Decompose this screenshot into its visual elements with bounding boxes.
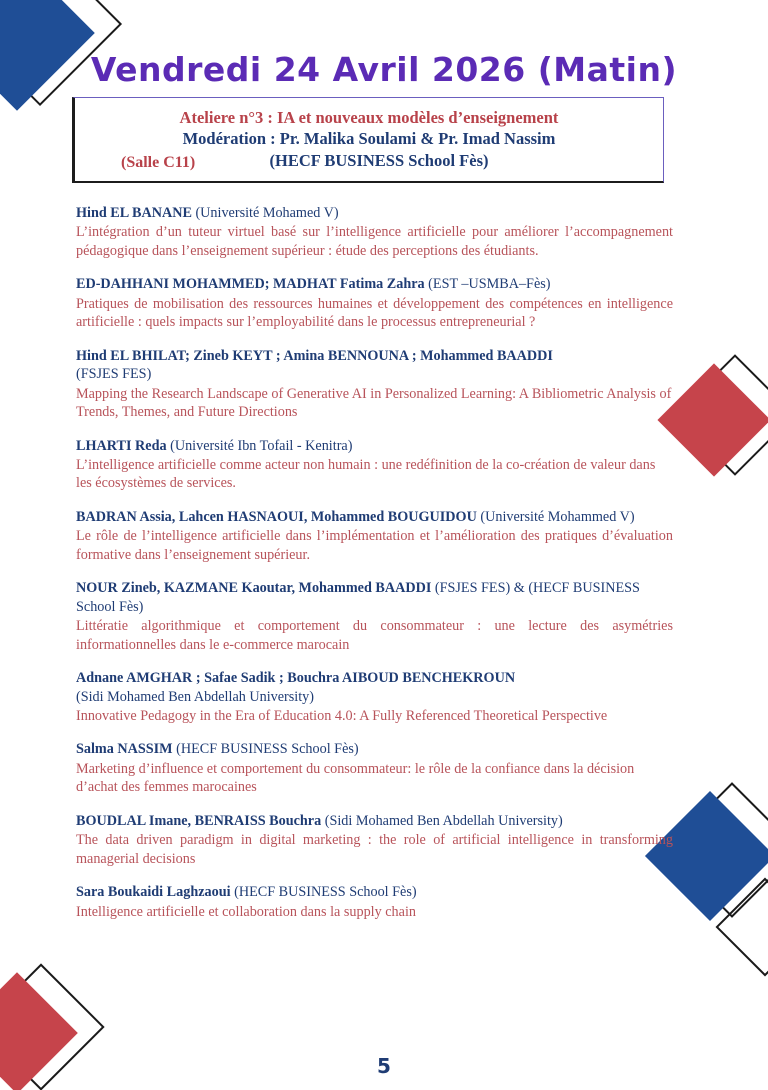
talk-authors bbox=[76, 437, 673, 455]
talk-affiliation: (Sidi Mohamed Ben Abdellah University) bbox=[321, 812, 563, 829]
moderation-line: Modération : Pr. Malika Soulami & Pr. Imad Nassim bbox=[182, 129, 556, 149]
page-number: 5 bbox=[377, 1054, 391, 1078]
talk-affiliation: (EST –USMBA–Fès) bbox=[424, 276, 551, 293]
talk-entry bbox=[76, 508, 673, 564]
talk-affiliation: (HECF BUSINESS School Fès) bbox=[230, 884, 417, 901]
talk-authors bbox=[76, 204, 673, 222]
talk-authors bbox=[76, 579, 673, 616]
talk-entry bbox=[76, 740, 673, 796]
talk-affiliation: (Université Ibn Tofail - Kenitra) bbox=[166, 437, 353, 454]
talk-author-names: NOUR Zineb, KAZMANE Kaoutar, Mohammed BAADDI bbox=[76, 580, 432, 597]
talk-entry bbox=[76, 204, 673, 260]
talk-author-names: Sara Boukaidi Laghzaoui bbox=[76, 884, 231, 901]
talk-title: Intelligence artificielle et collaboration dans la supply chain bbox=[76, 903, 416, 920]
talk-author-names: Salma NASSIM bbox=[76, 741, 173, 758]
talk-entry bbox=[76, 579, 673, 654]
talk-entry bbox=[76, 275, 673, 331]
talk-authors bbox=[76, 669, 673, 706]
talk-author-names: Adnane AMGHAR ; Safae Sadik ; Bouchra AIBOUD BENCHEKROUN bbox=[76, 670, 516, 687]
talk-affiliation: (HECF BUSINESS School Fès) bbox=[172, 741, 359, 758]
talk-title: Mapping the Research Landscape of Generative AI in Personalized Learning: A Bibliometric Analysis of Trends, Themes, and Future Directions bbox=[76, 385, 672, 421]
talk-authors bbox=[76, 883, 673, 901]
talk-entry bbox=[76, 437, 673, 493]
talk-title: Littératie algorithmique et comportement du consommateur : une lecture des asymétries informationnelles dans le e-commerce marocain bbox=[76, 618, 673, 653]
talk-title: Marketing d’influence et comportement du consommateur: le rôle de la confiance dans la décision d’achat des femmes marocaines bbox=[76, 760, 635, 796]
school-label: (HECF BUSINESS School Fès) bbox=[269, 150, 489, 170]
talk-title: Innovative Pedagogy in the Era of Education 4.0: A Fully Referenced Theoretical Perspective bbox=[76, 707, 608, 724]
talk-affiliation: (Université Mohammed V) bbox=[476, 508, 635, 525]
talk-title: L’intégration d’un tuteur virtuel basé sur l’intelligence artificielle pour améliorer l’accompagnement pédagogique dans l’enseignement supérieur : étude des perceptions des étudiants. bbox=[76, 224, 673, 259]
talks-list bbox=[76, 204, 673, 921]
talk-authors bbox=[76, 740, 673, 758]
talk-author-names: BOUDLAL Imane, BENRAISS Bouchra bbox=[76, 812, 322, 829]
room-label: (Salle C11) bbox=[121, 153, 196, 171]
talk-title: Le rôle de l’intelligence artificielle dans l’implémentation et l’amélioration des pratiques d’évaluation formative dans l’enseignement supérieur. bbox=[76, 528, 673, 563]
talk-entry bbox=[76, 347, 673, 422]
talk-title: L’intelligence artificielle comme acteur non humain : une redéfinition de la co-création de valeur dans les écosystèmes de services. bbox=[76, 456, 656, 492]
talk-authors bbox=[76, 812, 673, 830]
diamond-mid-right-decoration bbox=[658, 360, 768, 510]
talk-affiliation: (Sidi Mohamed Ben Abdellah University) bbox=[76, 688, 315, 705]
talk-authors bbox=[76, 508, 673, 526]
page-title: Vendredi 24 Avril 2026 (Matin) bbox=[90, 50, 678, 89]
talk-entry bbox=[76, 669, 673, 725]
talk-author-names: BADRAN Assia, Lahcen HASNAOUI, Mohammed BOUGUIDOU bbox=[76, 508, 477, 525]
talk-title: Pratiques de mobilisation des ressources humaines et développement des compétences en intelligence artificielle : quels impacts sur l’employabilité dans le processus entrepreneurial ? bbox=[76, 295, 673, 331]
talk-authors bbox=[76, 347, 673, 384]
talk-title: The data driven paradigm in digital marketing : the role of artificial intelligence in transforming managerial decisions bbox=[76, 832, 673, 867]
talk-affiliation: (FSJES FES) bbox=[76, 366, 152, 383]
talk-affiliation: (FSJES FES) & (HECF BUSINESS School Fès) bbox=[76, 580, 640, 615]
workshop-title: Ateliere n°3 : IA et nouveaux modèles d’enseignement bbox=[179, 108, 559, 127]
talk-entry bbox=[76, 883, 673, 921]
talk-entry bbox=[76, 812, 673, 868]
session-header-box bbox=[72, 97, 664, 183]
talk-author-names: ED-DAHHANI MOHAMMED; MADHAT Fatima Zahra bbox=[76, 276, 425, 293]
talk-authors bbox=[76, 275, 673, 293]
talk-affiliation: (Université Mohamed V) bbox=[191, 205, 339, 221]
talk-author-names: Hind EL BANANE bbox=[76, 205, 192, 221]
venue-row bbox=[87, 151, 651, 173]
talk-author-names: LHARTI Reda bbox=[76, 437, 167, 454]
talk-author-names: Hind EL BHILAT; Zineb KEYT ; Amina BENNOUNA ; Mohammed BAADDI bbox=[76, 347, 553, 364]
